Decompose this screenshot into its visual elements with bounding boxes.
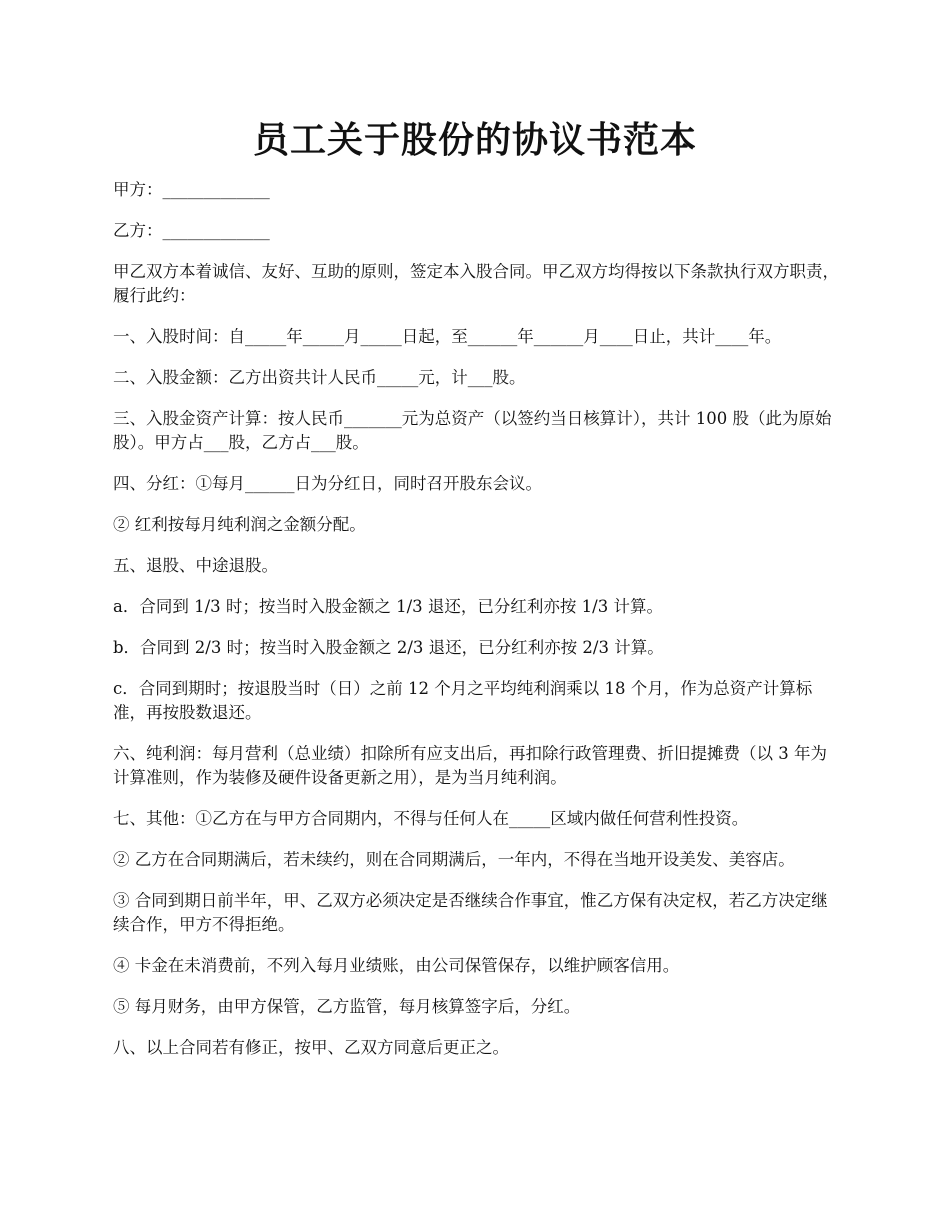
clause-7-item-2: ② 乙方在合同期满后，若未续约，则在合同期满后，一年内，不得在当地开设美发、美容店。 (113, 850, 795, 869)
clause-1-share-period: 一、入股时间：自_____年_____月_____日起，至______年______月____日止，共计____年。 (113, 327, 782, 346)
clause-7-item-4: ④ 卡金在未消费前，不列入每月业绩账，由公司保管保存，以维护顾客信用。 (113, 956, 680, 975)
document-body (113, 178, 843, 1077)
party-b-line: 乙方：_____________ (113, 221, 270, 240)
clause-4-dividend: 四、分红：①每月______日为分红日，同时召开股东会议。 (113, 474, 542, 493)
clause-5-item-c: c．合同到期时；按退股当时（日）之前 12 个月之平均纯利润乘以 18 个月，作为总资产计算标准，再按股数退还。 (113, 679, 813, 722)
clause-5-withdrawal: 五、退股、中途退股。 (113, 556, 278, 575)
clause-7-item-5: ⑤ 每月财务，由甲方保管，乙方监管，每月核算签字后，分红。 (113, 997, 581, 1016)
clause-7-other: 七、其他：①乙方在与甲方合同期内，不得与任何人在_____区域内做任何营利性投资。 (113, 809, 749, 828)
clause-7-item-3: ③ 合同到期日前半年，甲、乙双方必须决定是否继续合作事宜，惟乙方保有决定权，若乙方决定继续合作，甲方不得拒绝。 (113, 891, 828, 934)
clause-4-dividend-item-2: ② 红利按每月纯利润之金额分配。 (113, 515, 366, 534)
clause-2-share-amount: 二、入股金额：乙方出资共计人民币_____元，计___股。 (113, 368, 526, 387)
party-a-line: 甲方：_____________ (113, 180, 270, 199)
clause-5-item-b: b．合同到 2/3 时；按当时入股金额之 2/3 退还，已分红利亦按 2/3 计算。 (113, 638, 664, 657)
clause-3-asset-calculation: 三、入股金资产计算：按人民币_______元为总资产（以签约当日核算计），共计 100 股（此为原始股）。甲方占___股，乙方占___股。 (113, 409, 832, 452)
document-title: 员工关于股份的协议书范本 (252, 119, 697, 161)
clause-5-item-a: a．合同到 1/3 时；按当时入股金额之 1/3 退还，已分红利亦按 1/3 计算。 (113, 597, 663, 616)
clause-8-amendment: 八、以上合同若有修正，按甲、乙双方同意后更正之。 (113, 1038, 509, 1057)
intro-paragraph: 甲乙双方本着诚信、友好、互助的原则，签定本入股合同。甲乙双方均得按以下条款执行双方职责，履行此约： (113, 262, 839, 305)
clause-6-net-profit: 六、纯利润：每月营利（总业绩）扣除所有应支出后，再扣除行政管理费、折旧提摊费（以 3 年为计算准则，作为装修及硬件设备更新之用），是为当月纯利润。 (113, 744, 827, 787)
